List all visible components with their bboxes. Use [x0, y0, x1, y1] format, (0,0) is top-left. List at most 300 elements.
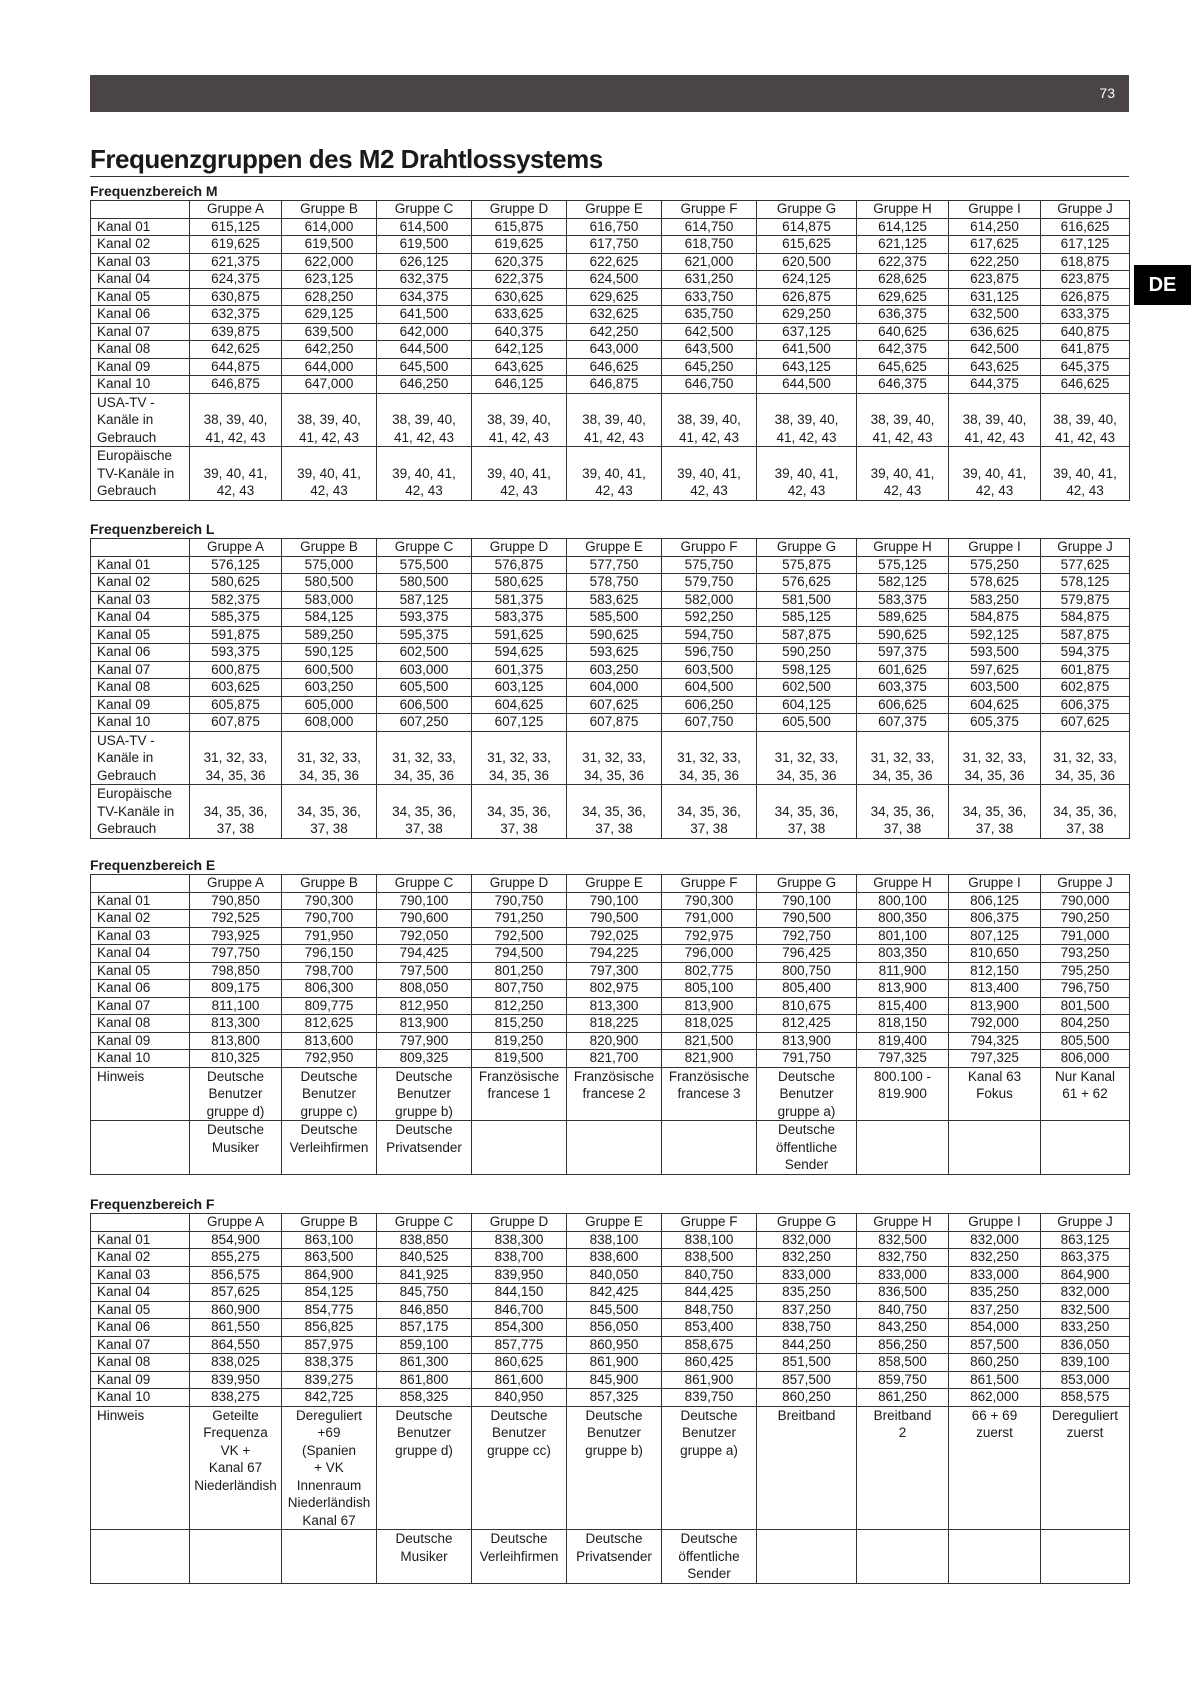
- row-label-line: Kanäle in: [97, 412, 154, 427]
- channel-label: Kanal 04: [91, 609, 190, 627]
- frequency-cell: 624,125: [757, 271, 857, 289]
- table-row: [91, 591, 1130, 609]
- info-cell-line: Kanal 67: [208, 1460, 263, 1475]
- table-row: [91, 1050, 1130, 1068]
- row-label: [91, 785, 190, 839]
- frequency-cell: 819,500: [472, 1050, 567, 1068]
- info-cell: [857, 1067, 949, 1121]
- frequency-cell: 793,250: [1041, 945, 1130, 963]
- frequency-cell: 806,000: [1041, 1050, 1130, 1068]
- row-label-line: Gebrauch: [97, 483, 157, 498]
- frequency-cell: 585,125: [757, 609, 857, 627]
- frequency-cell: 838,850: [377, 1231, 472, 1249]
- info-cell: [949, 731, 1041, 785]
- info-cell: [567, 447, 662, 501]
- group-header: Gruppe G: [757, 201, 857, 219]
- info-cell-line: 37, 38: [1066, 821, 1104, 836]
- frequency-cell: 854,300: [472, 1319, 567, 1337]
- frequency-cell: 839,950: [472, 1266, 567, 1284]
- frequency-cell: 837,250: [949, 1301, 1041, 1319]
- group-header: Gruppe E: [567, 1214, 662, 1232]
- info-cell-line: Niederländish: [194, 1477, 277, 1493]
- frequency-cell: 622,375: [472, 271, 567, 289]
- frequency-cell: 840,950: [472, 1389, 567, 1407]
- frequency-cell: 589,625: [857, 609, 949, 627]
- frequency-cell: 821,700: [567, 1050, 662, 1068]
- info-cell-line: Fokus: [976, 1086, 1013, 1101]
- info-cell-line: Kanal 67: [302, 1512, 356, 1528]
- info-cell-line: Benutzer: [779, 1086, 834, 1101]
- frequency-cell: 837,250: [757, 1301, 857, 1319]
- frequency-cell: 593,500: [949, 644, 1041, 662]
- frequency-cell: 639,875: [190, 323, 282, 341]
- info-cell: [282, 1121, 377, 1175]
- frequency-cell: 809,175: [190, 980, 282, 998]
- info-cell-line: 41, 42, 43: [776, 429, 837, 445]
- info-cell-line: 42, 43: [787, 483, 826, 498]
- info-cell-line: Privatsender: [386, 1139, 462, 1155]
- frequency-cell: 858,325: [377, 1389, 472, 1407]
- info-cell-line: 34, 35, 36: [488, 767, 550, 783]
- frequency-cell: 575,250: [949, 556, 1041, 574]
- info-cell-line: 42, 43: [883, 483, 922, 498]
- frequency-cell: 844,425: [662, 1284, 757, 1302]
- frequency-cell: 614,125: [857, 218, 949, 236]
- info-cell-line: 31, 32, 33,: [1053, 750, 1117, 765]
- frequency-cell: 608,000: [282, 714, 377, 732]
- info-cell: [472, 1530, 567, 1584]
- frequency-cell: 624,500: [567, 271, 662, 289]
- frequency-cell: 578,625: [949, 574, 1041, 592]
- info-cell: [757, 1406, 857, 1530]
- frequency-cell: 805,100: [662, 980, 757, 998]
- frequency-cell: 853,000: [1041, 1371, 1130, 1389]
- info-cell: [472, 731, 567, 785]
- info-cell-line: 34, 35, 36: [205, 767, 266, 783]
- row-label: [91, 393, 190, 447]
- info-cell-line: 34, 35, 36: [964, 767, 1025, 783]
- frequency-cell: 607,125: [472, 714, 567, 732]
- info-cell-line: gruppe a): [777, 1103, 836, 1119]
- header-bar: [90, 75, 1129, 112]
- info-cell-line: Deutsche: [680, 1531, 738, 1546]
- frequency-cell: 632,375: [377, 271, 472, 289]
- info-cell: [662, 393, 757, 447]
- info-cell: [949, 785, 1041, 839]
- info-cell: [377, 393, 472, 447]
- info-cell-line: [1043, 1121, 1127, 1139]
- frequency-cell: 607,750: [662, 714, 757, 732]
- info-cell-line: Benutzer: [396, 1086, 452, 1101]
- info-cell-line: Französische: [668, 1068, 750, 1084]
- frequency-cell: 813,600: [282, 1032, 377, 1050]
- channel-label: Kanal 08: [91, 1015, 190, 1033]
- frequency-cell: 857,325: [567, 1389, 662, 1407]
- frequency-cell: 811,900: [857, 962, 949, 980]
- frequency-cell: 857,975: [282, 1336, 377, 1354]
- frequency-cell: 862,000: [949, 1389, 1041, 1407]
- info-cell: [1041, 1406, 1130, 1530]
- info-cell: [282, 731, 377, 785]
- info-cell-line: Benutzer: [396, 1425, 452, 1440]
- info-cell-line: 42, 43: [500, 483, 538, 498]
- info-cell-line: 61 + 62: [1062, 1086, 1108, 1101]
- frequency-cell: 603,250: [282, 679, 377, 697]
- info-cell-line: öffentliche: [678, 1548, 740, 1564]
- info-cell: [190, 1067, 282, 1121]
- info-cell-line: [284, 1530, 374, 1548]
- frequency-cell: 819,250: [472, 1032, 567, 1050]
- info-cell: [377, 1121, 472, 1175]
- frequency-cell: 812,250: [472, 997, 567, 1015]
- frequency-cell: 618,875: [1041, 253, 1130, 271]
- info-cell: [757, 1121, 857, 1175]
- row-label-line: TV-Kanäle in: [97, 465, 175, 481]
- frequency-cell: 846,700: [472, 1301, 567, 1319]
- info-cell-line: 41, 42, 43: [298, 429, 360, 445]
- frequency-cell: 636,375: [857, 306, 949, 324]
- frequency-cell: 644,500: [377, 341, 472, 359]
- frequency-cell: 642,500: [949, 341, 1041, 359]
- frequency-cell: 628,625: [857, 271, 949, 289]
- frequency-cell: 603,000: [377, 661, 472, 679]
- frequency-cell: 643,125: [757, 358, 857, 376]
- info-cell: [377, 1530, 472, 1584]
- channel-label: Kanal 06: [91, 1319, 190, 1337]
- info-cell-line: 38, 39, 40,: [392, 412, 456, 427]
- info-cell: [949, 447, 1041, 501]
- frequency-cell: 839,750: [662, 1389, 757, 1407]
- frequency-cell: 857,500: [757, 1371, 857, 1389]
- frequency-cell: 835,250: [757, 1284, 857, 1302]
- group-header: Gruppe D: [472, 1214, 567, 1232]
- info-cell: [282, 1406, 377, 1530]
- info-cell-line: 39, 40, 41,: [297, 465, 361, 481]
- info-cell-line: [569, 1121, 659, 1139]
- group-header: Gruppe A: [190, 1214, 282, 1232]
- frequency-cell: 813,400: [949, 980, 1041, 998]
- info-cell-line: Benutzer: [208, 1086, 263, 1101]
- frequency-cell: 792,025: [567, 927, 662, 945]
- frequency-cell: 813,900: [857, 980, 949, 998]
- frequency-cell: 630,875: [190, 288, 282, 306]
- frequency-cell: 581,500: [757, 591, 857, 609]
- info-cell: [1041, 785, 1130, 839]
- info-cell: [857, 1121, 949, 1175]
- frequency-cell: 621,125: [857, 236, 949, 254]
- frequency-cell: 864,900: [282, 1266, 377, 1284]
- frequency-cell: 809,775: [282, 997, 377, 1015]
- frequency-cell: 618,750: [662, 236, 757, 254]
- frequency-cell: 593,375: [190, 644, 282, 662]
- frequency-cell: 861,800: [377, 1371, 472, 1389]
- frequency-cell: 633,625: [472, 306, 567, 324]
- frequency-cell: 857,500: [949, 1336, 1041, 1354]
- info-cell-line: Geteilte: [212, 1407, 259, 1423]
- frequency-cell: 576,625: [757, 574, 857, 592]
- frequency-cell: 591,875: [190, 626, 282, 644]
- group-header: Gruppe E: [567, 539, 662, 557]
- frequency-cell: 832,750: [857, 1249, 949, 1267]
- channel-label: Kanal 02: [91, 910, 190, 928]
- table-row: [91, 341, 1130, 359]
- row-label-line: Gebrauch: [97, 767, 157, 783]
- frequency-cell: 616,625: [1041, 218, 1130, 236]
- info-cell-line: 39, 40, 41,: [203, 465, 268, 481]
- channel-label: Kanal 09: [91, 696, 190, 714]
- info-cell-line: 38, 39, 40,: [297, 412, 361, 427]
- channel-label: Kanal 09: [91, 358, 190, 376]
- info-cell-line: Benutzer: [586, 1425, 642, 1440]
- frequency-cell: 815,250: [472, 1015, 567, 1033]
- frequency-cell: 584,125: [282, 609, 377, 627]
- frequency-cell: 635,750: [662, 306, 757, 324]
- group-header: Gruppe J: [1041, 201, 1130, 219]
- frequency-cell: 859,750: [857, 1371, 949, 1389]
- frequency-cell: 605,375: [949, 714, 1041, 732]
- frequency-cell: 863,125: [1041, 1231, 1130, 1249]
- info-cell-line: 38, 39, 40,: [1053, 412, 1117, 427]
- frequency-cell: 813,300: [190, 1015, 282, 1033]
- section-frequenzbereich-l: [90, 521, 1129, 839]
- frequency-cell: 839,950: [190, 1371, 282, 1389]
- frequency-cell: 800,350: [857, 910, 949, 928]
- table-row: [91, 714, 1130, 732]
- frequency-cell: 642,125: [472, 341, 567, 359]
- info-cell: [567, 731, 662, 785]
- frequency-cell: 633,375: [1041, 306, 1130, 324]
- info-cell-line: 37, 38: [690, 821, 728, 836]
- info-cell: [190, 1406, 282, 1530]
- table-header-row: [91, 875, 1130, 893]
- frequency-cell: 607,625: [1041, 714, 1130, 732]
- frequency-cell: 602,500: [757, 679, 857, 697]
- info-cell-line: 41, 42, 43: [583, 429, 645, 445]
- section-title: Frequenzbereich M: [90, 183, 218, 199]
- frequency-cell: 794,225: [567, 945, 662, 963]
- info-cell-line: 38, 39, 40,: [774, 412, 839, 427]
- info-cell: [377, 731, 472, 785]
- frequency-cell: 791,000: [1041, 927, 1130, 945]
- frequency-cell: 646,125: [472, 376, 567, 394]
- info-cell-line: 39, 40, 41,: [1053, 465, 1117, 481]
- frequency-cell: 804,250: [1041, 1015, 1130, 1033]
- row-label-line: Gebrauch: [97, 821, 157, 836]
- frequency-cell: 809,325: [377, 1050, 472, 1068]
- info-cell-line: Breitband: [777, 1407, 836, 1423]
- frequency-cell: 840,525: [377, 1249, 472, 1267]
- channel-label: Kanal 10: [91, 1050, 190, 1068]
- channel-label: Kanal 10: [91, 1389, 190, 1407]
- frequency-cell: 576,875: [472, 556, 567, 574]
- info-cell-line: Dereguliert: [1051, 1407, 1119, 1423]
- frequency-cell: 607,875: [567, 714, 662, 732]
- group-header: Gruppe F: [662, 875, 757, 893]
- frequency-cell: 793,925: [190, 927, 282, 945]
- frequency-cell: 587,125: [377, 591, 472, 609]
- frequency-cell: 844,150: [472, 1284, 567, 1302]
- frequency-cell: 842,725: [282, 1389, 377, 1407]
- info-cell: [949, 393, 1041, 447]
- channel-label: Kanal 03: [91, 1266, 190, 1284]
- info-cell-line: Verleihfirmen: [289, 1139, 369, 1155]
- frequency-cell: 833,250: [1041, 1319, 1130, 1337]
- frequency-cell: 587,875: [757, 626, 857, 644]
- frequency-cell: 818,150: [857, 1015, 949, 1033]
- frequency-cell: 844,250: [757, 1336, 857, 1354]
- frequency-cell: 838,500: [662, 1249, 757, 1267]
- table-row: [91, 731, 1130, 785]
- frequency-cell: 797,500: [377, 962, 472, 980]
- group-header: Gruppe G: [757, 875, 857, 893]
- info-cell-line: Kanal 63: [967, 1068, 1022, 1084]
- frequency-cell: 646,875: [567, 376, 662, 394]
- info-cell-line: gruppe d): [395, 1442, 453, 1458]
- info-cell: [377, 785, 472, 839]
- frequency-cell: 845,500: [567, 1301, 662, 1319]
- frequency-cell: 592,250: [662, 609, 757, 627]
- table-row: [91, 447, 1130, 501]
- info-cell-line: 34, 35, 36: [872, 767, 933, 783]
- frequency-cell: 633,750: [662, 288, 757, 306]
- info-cell-line: Deutsche: [395, 1407, 453, 1423]
- frequency-cell: 838,100: [662, 1231, 757, 1249]
- info-cell: [662, 731, 757, 785]
- frequency-cell: 805,500: [1041, 1032, 1130, 1050]
- frequency-cell: 840,750: [662, 1266, 757, 1284]
- frequency-cell: 584,875: [1041, 609, 1130, 627]
- frequency-cell: 597,375: [857, 644, 949, 662]
- channel-label: Kanal 07: [91, 661, 190, 679]
- info-cell-line: gruppe d): [206, 1103, 265, 1119]
- info-cell-line: 39, 40, 41,: [487, 465, 551, 481]
- section-frequenzbereich-m: [90, 183, 1129, 501]
- frequency-cell: 584,875: [949, 609, 1041, 627]
- info-cell-line: 34, 35, 36,: [203, 803, 268, 819]
- frequency-cell: 632,375: [190, 306, 282, 324]
- frequency-cell: 631,125: [949, 288, 1041, 306]
- frequency-cell: 861,900: [567, 1354, 662, 1372]
- info-cell: [472, 1406, 567, 1530]
- frequency-cell: 858,500: [857, 1354, 949, 1372]
- frequency-cell: 631,250: [662, 271, 757, 289]
- frequency-cell: 645,625: [857, 358, 949, 376]
- group-header: Gruppe H: [857, 1214, 949, 1232]
- frequency-cell: 623,875: [1041, 271, 1130, 289]
- info-cell-line: gruppe a): [680, 1442, 738, 1458]
- frequency-cell: 644,875: [190, 358, 282, 376]
- info-cell: [190, 1121, 282, 1175]
- info-cell-line: 819.900: [878, 1086, 927, 1101]
- frequency-cell: 840,050: [567, 1266, 662, 1284]
- language-tab: DE: [1134, 265, 1191, 305]
- group-header: Gruppe B: [282, 539, 377, 557]
- info-cell-line: 41, 42, 43: [488, 429, 550, 445]
- frequency-cell: 614,250: [949, 218, 1041, 236]
- info-cell-line: 34, 35, 36,: [870, 803, 935, 819]
- info-cell: [282, 785, 377, 839]
- frequency-cell: 629,625: [857, 288, 949, 306]
- frequency-cell: 805,400: [757, 980, 857, 998]
- frequency-cell: 864,900: [1041, 1266, 1130, 1284]
- info-cell: [757, 731, 857, 785]
- table-row: [91, 253, 1130, 271]
- frequency-cell: 810,675: [757, 997, 857, 1015]
- channel-label: Kanal 04: [91, 271, 190, 289]
- frequency-cell: 616,750: [567, 218, 662, 236]
- frequency-cell: 603,375: [857, 679, 949, 697]
- info-cell: [857, 785, 949, 839]
- info-cell: [949, 1530, 1041, 1584]
- frequency-cell: 802,975: [567, 980, 662, 998]
- info-cell-line: 37, 38: [787, 821, 826, 836]
- info-cell-line: 34, 35, 36,: [487, 803, 551, 819]
- frequency-cell: 639,500: [282, 323, 377, 341]
- frequency-cell: 604,000: [567, 679, 662, 697]
- frequency-cell: 856,575: [190, 1266, 282, 1284]
- row-label-line: TV-Kanäle in: [97, 803, 175, 819]
- table-row: [91, 1389, 1130, 1407]
- info-cell-line: 42, 43: [405, 483, 443, 498]
- frequency-cell: 621,000: [662, 253, 757, 271]
- info-cell-line: Musiker: [400, 1548, 448, 1564]
- group-header: Gruppe H: [857, 539, 949, 557]
- frequency-table: [90, 1213, 1130, 1584]
- info-cell: [1041, 393, 1130, 447]
- info-cell-line: Benutzer: [681, 1425, 737, 1440]
- info-cell: [662, 1530, 757, 1584]
- channel-label: Kanal 07: [91, 1336, 190, 1354]
- info-cell-line: gruppe c): [300, 1103, 358, 1119]
- info-cell-line: francese 3: [677, 1086, 741, 1101]
- section-title: Frequenzbereich F: [90, 1196, 215, 1212]
- info-cell-line: 42, 43: [975, 483, 1014, 498]
- table-row: [91, 288, 1130, 306]
- channel-label: Kanal 05: [91, 626, 190, 644]
- frequency-cell: 845,900: [567, 1371, 662, 1389]
- frequency-cell: 579,750: [662, 574, 757, 592]
- frequency-cell: 646,375: [857, 376, 949, 394]
- frequency-cell: 838,375: [282, 1354, 377, 1372]
- info-cell-line: 66 + 69: [971, 1407, 1018, 1423]
- frequency-cell: 791,250: [472, 910, 567, 928]
- channel-label: Kanal 07: [91, 323, 190, 341]
- info-cell-line: Sender: [687, 1566, 731, 1581]
- info-cell: [757, 393, 857, 447]
- frequency-cell: 622,375: [857, 253, 949, 271]
- frequency-cell: 796,000: [662, 945, 757, 963]
- row-label-line: Europäische: [97, 448, 173, 463]
- info-cell: [1041, 447, 1130, 501]
- row-label-line: [97, 1530, 187, 1548]
- frequency-cell: 642,250: [282, 341, 377, 359]
- table-row: [91, 962, 1130, 980]
- info-cell-line: [859, 1121, 946, 1139]
- channel-label: Kanal 01: [91, 218, 190, 236]
- frequency-cell: 856,825: [282, 1319, 377, 1337]
- frequency-cell: 583,000: [282, 591, 377, 609]
- info-cell: [949, 1067, 1041, 1121]
- info-cell-line: 31, 32, 33,: [297, 750, 361, 765]
- info-cell-line: 34, 35, 36,: [774, 803, 839, 819]
- frequency-cell: 832,000: [949, 1231, 1041, 1249]
- channel-label: Kanal 03: [91, 591, 190, 609]
- group-header: Gruppe H: [857, 875, 949, 893]
- group-header: Gruppe I: [949, 875, 1041, 893]
- frequency-cell: 858,575: [1041, 1389, 1130, 1407]
- frequency-cell: 644,500: [757, 376, 857, 394]
- frequency-cell: 646,625: [567, 358, 662, 376]
